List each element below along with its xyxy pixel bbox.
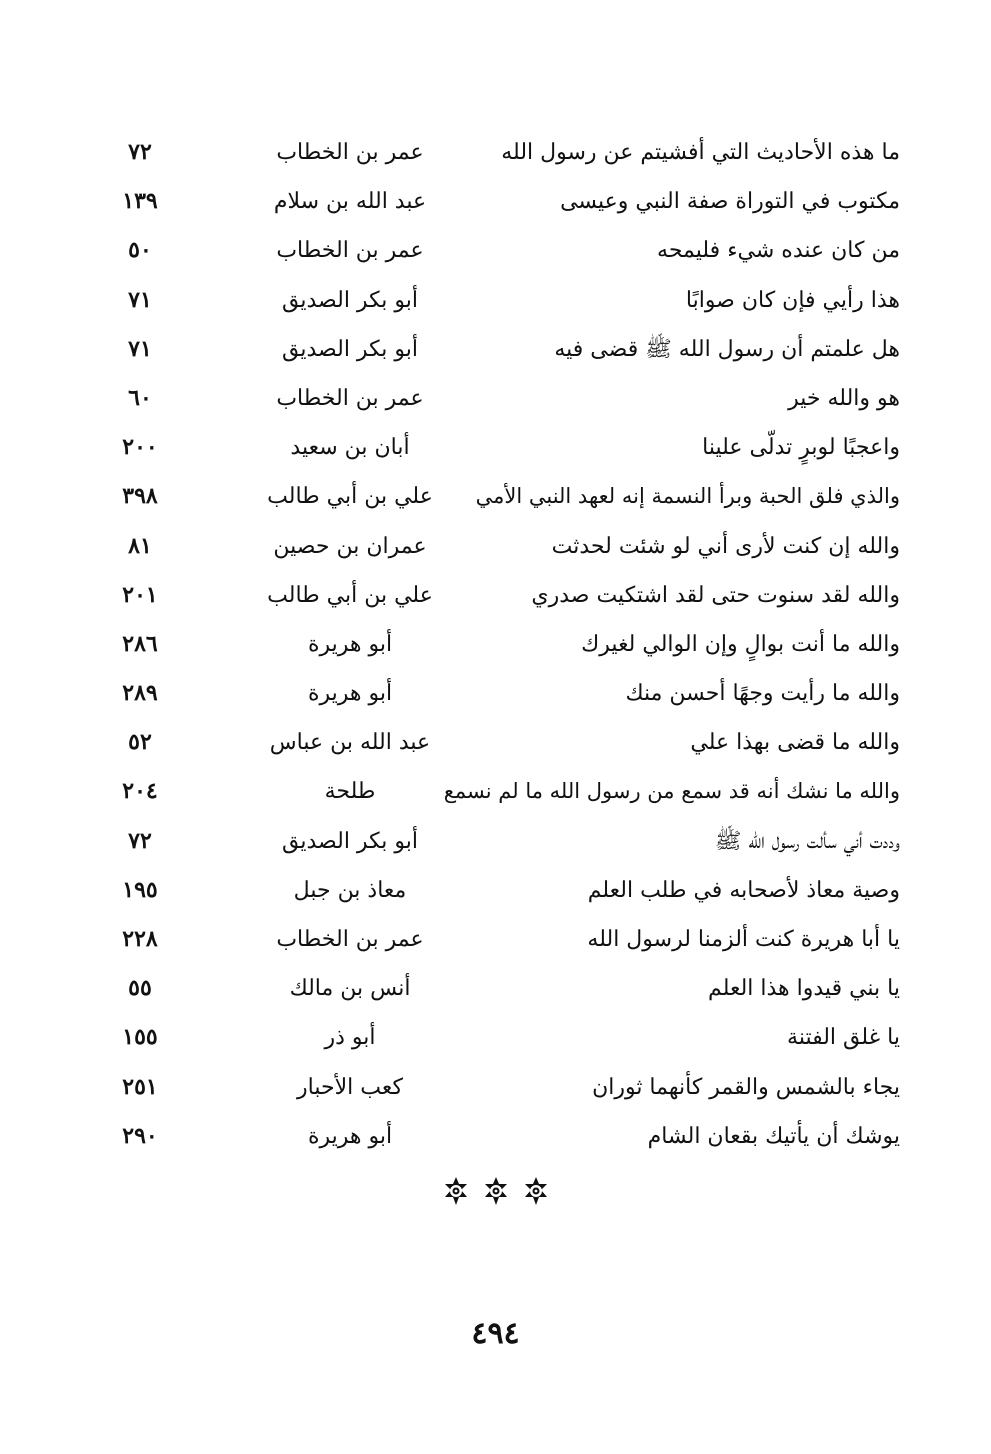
narrator-name: أبو هريرة (307, 681, 393, 707)
index-row (100, 767, 900, 816)
phrase-text: والله ما نشك أنه قد سمع من رسول الله ما لم نسمع (443, 779, 900, 804)
phrase-text: وددت أني سألت رسول الله ﷺ (714, 828, 900, 854)
narrator-name: أبو هريرة (307, 1123, 393, 1149)
phrase-text: هل علمتم أن رسول الله ﷺ قضى فيه (554, 336, 900, 362)
narrator-name: عمر بن الخطاب (276, 238, 424, 264)
phrase-text: واعجبًا لوبرٍ تدلّى علينا (702, 435, 900, 461)
index-row (100, 128, 900, 177)
page-reference: ٢٩٠ (122, 1122, 158, 1149)
narrator-name: علي بن أبي طالب (267, 582, 433, 608)
narrator-name: أبو هريرة (307, 631, 393, 657)
phrase-text: يوشك أن يأتيك بقعان الشام (647, 1123, 900, 1149)
index-row (100, 964, 900, 1013)
index-row (100, 472, 900, 521)
phrase-text: وصية معاذ لأصحابه في طلب العلم (587, 877, 900, 903)
page-number: ٤٩٤ (471, 1316, 520, 1351)
narrator-name: عمر بن الخطاب (276, 140, 424, 165)
index-row (100, 1063, 900, 1112)
index-row (100, 817, 900, 866)
page-reference: ٢٨٩ (122, 680, 158, 707)
narrator-name: عبد الله بن عباس (269, 730, 431, 756)
page-reference: ٨١ (128, 532, 152, 559)
index-row (100, 177, 900, 226)
page-reference: ٢٨٦ (122, 630, 158, 657)
narrator-name: عمران بن حصين (273, 533, 427, 559)
index-row (100, 620, 900, 669)
phrase-text: يا بني قيدوا هذا العلم (708, 976, 900, 1002)
index-table (100, 128, 900, 1161)
narrator-name: أبو بكر الصديق (282, 287, 418, 313)
phrase-text: هذا رأيي فإن كان صوابًا (685, 287, 900, 313)
narrator-name: علي بن أبي طالب (267, 484, 433, 510)
phrase-text: والذي فلق الحبة وبرأ النسمة إنه لعهد النبي الأمي (475, 484, 900, 509)
page-reference: ٥٠ (128, 237, 152, 264)
narrator-name: عمر بن الخطاب (276, 385, 424, 411)
index-row (100, 915, 900, 964)
page-reference: ٢٠١ (122, 581, 158, 608)
index-row (100, 669, 900, 718)
narrator-name: معاذ بن جبل (293, 877, 407, 903)
index-row (100, 276, 900, 325)
page-reference: ٥٢ (128, 729, 152, 756)
index-row (100, 718, 900, 767)
index-row (100, 571, 900, 620)
narrator-name: أبان بن سعيد (290, 435, 410, 461)
phrase-text: والله لقد سنوت حتى لقد اشتكيت صدري (531, 582, 900, 608)
phrase-text: هو والله خير (788, 385, 900, 411)
narrator-name: أبو بكر الصديق (282, 336, 418, 362)
phrase-text: يا غلق الفتنة (787, 1025, 900, 1051)
page-reference: ٢٠٠ (122, 434, 158, 461)
phrase-text: يا أبا هريرة كنت ألزمنا لرسول الله (587, 927, 900, 952)
index-row (100, 1013, 900, 1062)
index-row (100, 374, 900, 423)
page-reference: ٣٩٨ (122, 483, 158, 510)
page-reference: ٧٢ (128, 139, 152, 165)
narrator-name: أنس بن مالك (289, 976, 411, 1002)
narrator-name: كعب الأحبار (297, 1074, 403, 1100)
page-reference: ٦٠ (128, 384, 152, 411)
page-reference: ٢٢٨ (122, 926, 158, 952)
page-reference: ٢٥١ (122, 1073, 158, 1100)
phrase-text: والله إن كنت لأرى أني لو شئت لحدثت (551, 533, 900, 559)
narrator-name: أبو بكر الصديق (282, 828, 418, 854)
narrator-name: أبو ذر (324, 1025, 376, 1051)
page-reference: ٧١ (128, 335, 152, 362)
page-reference: ٧١ (128, 286, 152, 313)
index-row (100, 325, 900, 374)
index-row (100, 866, 900, 915)
phrase-text: والله ما أنت بوالٍ وإن الوالي لغيرك (581, 631, 900, 657)
phrase-text: يجاء بالشمس والقمر كأنهما ثوران (592, 1074, 900, 1100)
index-row (100, 226, 900, 275)
page-reference: ٧٢ (128, 827, 152, 854)
page-reference: ٢٠٤ (122, 778, 158, 805)
index-row (100, 522, 900, 571)
page-reference: ١٣٩ (122, 188, 158, 215)
page-reference: ٥٥ (128, 975, 152, 1002)
narrator-name: عبد الله بن سلام (273, 189, 427, 215)
index-row (100, 1112, 900, 1161)
narrator-name: عمر بن الخطاب (276, 927, 424, 952)
phrase-text: ما هذه الأحاديث التي أفشيتم عن رسول الله (501, 140, 900, 165)
section-end-ornaments (0, 1176, 991, 1212)
flower-ornament-icon (523, 1176, 549, 1206)
phrase-text: من كان عنده شيء فليمحه (657, 238, 900, 264)
phrase-text: والله ما قضى بهذا علي (690, 730, 900, 756)
page-reference: ١٥٥ (122, 1024, 158, 1051)
phrase-text: والله ما رأيت وجهًا أحسن منك (625, 681, 900, 707)
page-reference: ١٩٥ (122, 876, 158, 903)
flower-ornament-icon (443, 1176, 469, 1206)
phrase-text: مكتوب في التوراة صفة النبي وعيسى (560, 189, 900, 215)
index-row (100, 423, 900, 472)
flower-ornament-icon (483, 1176, 509, 1206)
narrator-name: طلحة (324, 779, 376, 805)
